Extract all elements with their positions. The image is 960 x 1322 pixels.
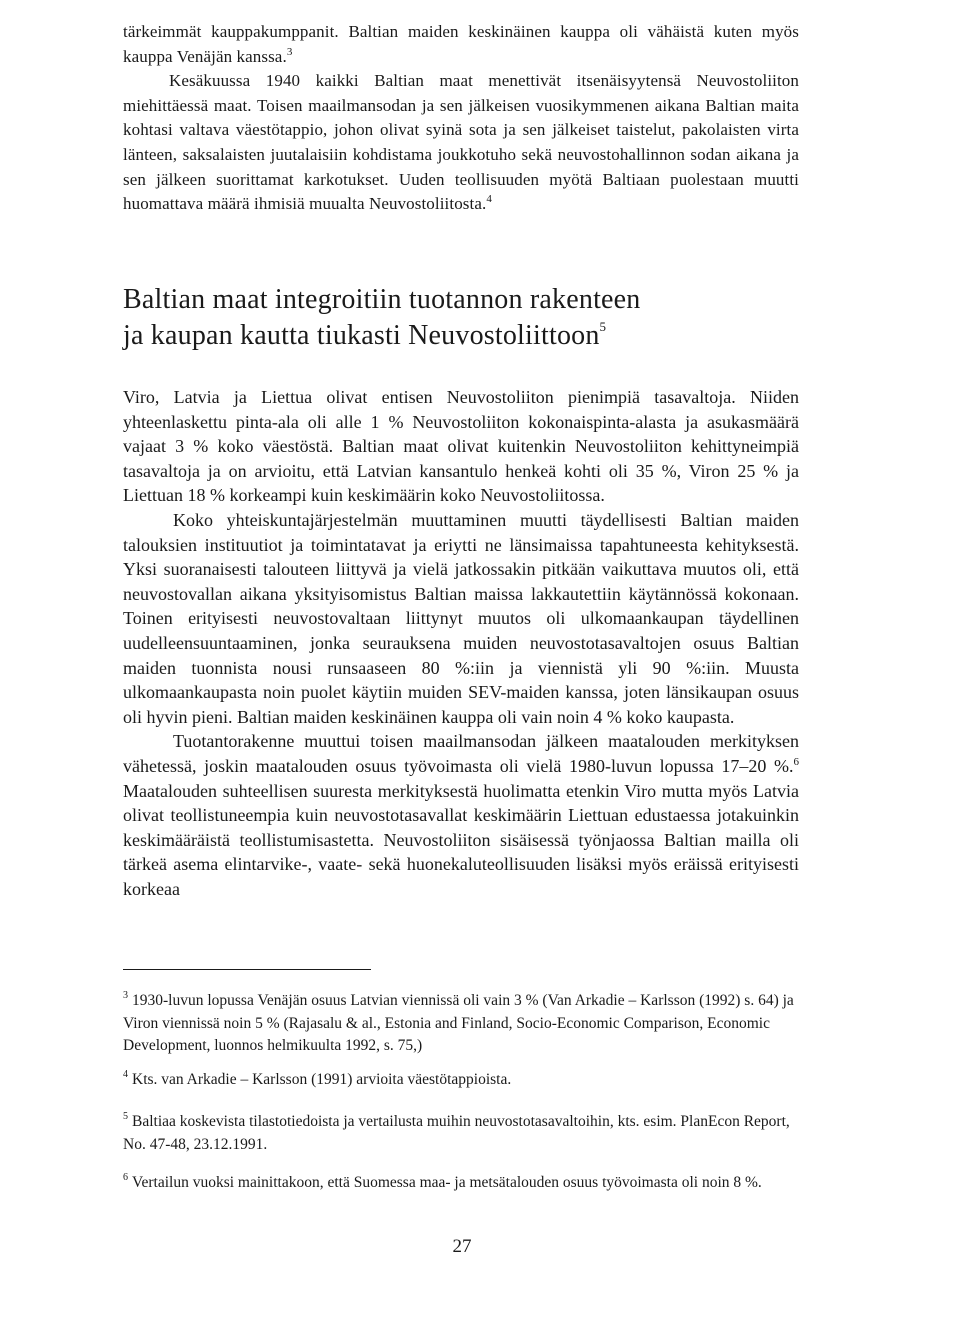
body-paragraph-3: Tuotantorakenne muuttui toisen maailmansodan jälkeen maatalouden merkityksen vähetessä, joskin maatalouden osuus työvoimasta oli vielä 1980-luvun lopussa 17–20 %.$^6$ Maatalouden suhteellisen suuresta merkityksestä huolimatta etenkin Viro mutta myös Latvia olivat teollistuneempia kuin neuvostotasavallat keskimäärin Liettuan edustaessa jotakuinkin keskimääräistä teollistumisastetta. Neuvostoliiton sisäisessä työnjaossa Baltian mailla oli tärkeä asema elintarvike-, vaate- sekä huonekaluteollisuuden lisäksi myös eräissä erityisesti korkeaa <box>123 731 799 899</box>
footnote-4: $^4$ Kts. van Arkadie – Karlsson (1991) arvioita väestötappioista. <box>123 1069 512 1088</box>
body-paragraph-2: Koko yhteiskuntajärjestelmän muuttaminen muutti täydellisesti Baltian maiden talouksien instituutiot ja toimintatavat ja eriytti ne länsimaissa tapahtuneesta kehityksestä. Yksi suoranaisesti talouteen liittyvä ja vielä jatkossakin pitkään vaikuttava muutos oli, että neuvostovallan aikana yksityisomistus Baltian maissa lakkautettiin käytännössä kokonaan. Toinen erityisesti neuvostovaltaan liittynyt muutos oli ulkomaankaupan täydellinen uudelleensuuntaaminen, jonka seurauksena muiden neuvostotasavaltojen osuus Baltian maiden tuonnista nousi runsaaseen 80 %:iin ja viennistä yli 90 %:iin. Muusta ulkomaankaupasta noin puolet käytiin muiden SEV-maiden kanssa, joten länsikaupan osuus oli hyvin pieni. Baltian maiden keskinäinen kauppa oli vain noin 4 % koko kaupasta. <box>123 509 799 727</box>
intro-paragraph-2: Kesäkuussa 1940 kaikki Baltian maat menettivät itsenäisyytensä Neuvostoliiton miehittäessä maat. Toisen maailmansodan ja sen jälkeisen vuosikymmenen aikana Baltian maita kohtasi valtava väestötappio, johon olivat syinä sota ja sen jälkeiset taistelut, pakolaisten virta länteen, saksalaisten juutalaisiin kohdistama joukkotuho sekä neuvostohallinnon sodan aikana ja sen jälkeen suorittamat karkotukset. Uuden teollisuuden myötä Baltiaan puolestaan muutti huomattava määrä ihmisiä muualta Neuvostoliitosta.$^4$ <box>123 71 799 214</box>
section-heading <box>123 282 823 354</box>
heading-line-2: ja kaupan kautta tiukasti Neuvostoliittoon <box>123 320 600 351</box>
footnote-ref-6: 6 <box>793 755 799 768</box>
footnote-6: $^6$ Vertailun vuoksi mainittakoon, että Suomessa maa- ja metsätalouden osuus työvoimasta oli noin 8 %. <box>123 1172 762 1191</box>
page-number: 27 <box>452 1236 472 1257</box>
intro-paragraph-1: tärkeimmät kauppakumppanit. Baltian maiden keskinäinen kauppa oli vähäistä kuten myös kauppa Venäjän kanssa.$^3$ <box>123 22 799 66</box>
footnote-ref-5: 5 <box>599 319 607 334</box>
footnote-divider <box>123 969 371 970</box>
footnote-ref-4: 4 <box>486 193 492 206</box>
section-body <box>123 385 799 901</box>
body-paragraph-1: Viro, Latvia ja Liettua olivat entisen Neuvostoliiton pienimpiä tasavaltoja. Niiden yhteenlaskettu pinta-ala oli alle 1 % Neuvostoliiton kokonaispinta-alasta ja asukasmäärä vajaat 3 % koko väestöstä. Baltian maat olivat kuitenkin Neuvostoliiton kehittyneimpiä tasavaltoja ja on arvioitu, että Latvian kansantulo henkeä kohti oli 35 %, Viron 25 % ja Liettuan 18 % korkeampi kuin keskimäärin koko Neuvostoliitossa. <box>123 387 799 506</box>
footnote-ref-3: 3 <box>286 45 293 58</box>
footnote-5: $^5$ Baltiaa koskevista tilastotiedoista ja vertailusta muihin neuvostotasavaltoihin, kts. esim. PlanEcon Report, No. 47-48, 23.12.1991. <box>123 1111 790 1153</box>
footnote-3: $^3$ 1930-luvun lopussa Venäjän osuus Latvian viennissä oli vain 3 % (Van Arkadie – Karlsson (1992) s. 64) ja Viron viennissä noin 5 % (Rajasalu & al., Estonia and Finland, Socio-Economic Comparison, Economic Development, luonnos helmikuulta 1992, s. 75,) <box>123 990 794 1054</box>
heading-line-1: Baltian maat integroitiin tuotannon rakenteen <box>123 284 641 315</box>
intro-section <box>123 20 799 217</box>
